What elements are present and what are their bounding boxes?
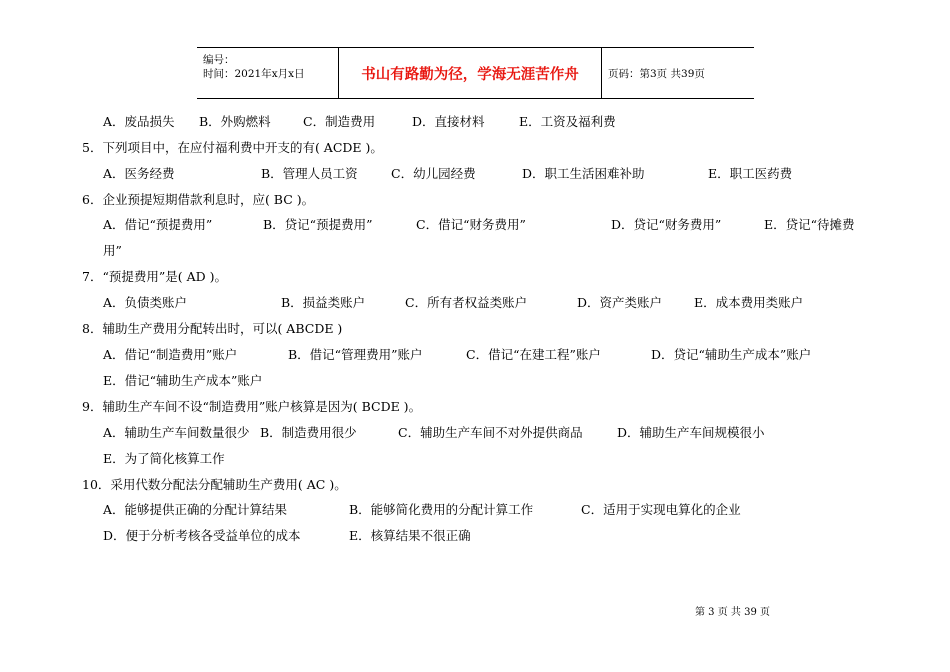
page-header	[197, 47, 754, 99]
option-item: A．辅助生产车间数量很少	[103, 425, 250, 440]
option-item: D．辅助生产车间规模很小	[617, 425, 765, 440]
option-item: E．职工医药费	[708, 166, 793, 181]
option-item: C．制造费用	[303, 114, 376, 129]
option-item: D．职工生活困难补助	[522, 166, 645, 181]
time-label: 时间：2021年x月x日	[203, 68, 305, 80]
motto: 书山有路勤为径，学海无涯苦作舟	[339, 48, 602, 98]
option-item: D．直接材料	[412, 114, 485, 129]
option-item: D．资产类账户	[577, 295, 663, 310]
question-text: 6．企业预提短期借款利息时，应( BC )。	[82, 192, 315, 207]
option-item: E．贷记“待摊费	[764, 217, 855, 232]
number-label: 编号：	[203, 54, 235, 66]
option-item: D．贷记“财务费用”	[611, 217, 722, 232]
question-text: 7．“预提费用”是( AD )。	[82, 269, 227, 284]
option-item: C．幼儿园经费	[391, 166, 476, 181]
option-item: A．负债类账户	[103, 295, 188, 310]
option-item: C．辅助生产车间不对外提供商品	[398, 425, 583, 440]
page-footer: 第 3 页 共 39 页	[695, 607, 770, 618]
page-label: 页码：第3页 共39页	[608, 67, 705, 80]
option-item: A．医务经费	[103, 166, 175, 181]
option-item: E．为了简化核算工作	[103, 451, 225, 466]
option-item: E．借记“辅助生产成本”账户	[103, 373, 263, 388]
option-item: C．借记“财务费用”	[416, 217, 526, 232]
option-item: B．制造费用很少	[260, 425, 357, 440]
option-item: E．工资及福利费	[519, 114, 616, 129]
option-item: E．核算结果不很正确	[349, 528, 471, 543]
option-item: B．管理人员工资	[261, 166, 358, 181]
option-item: A．借记“制造费用”账户	[103, 347, 238, 362]
option-item: B．外购燃料	[199, 114, 271, 129]
question-text: 8．辅助生产费用分配转出时，可以( ABCDE )	[82, 321, 343, 336]
option-item: D．贷记“辅助生产成本”账户	[651, 347, 812, 362]
question-text: 用”	[103, 243, 122, 258]
option-item: A．借记“预提费用”	[103, 217, 213, 232]
question-text: 5．下列项目中，在应付福利费中开支的有( ACDE )。	[82, 140, 383, 155]
option-item: B．贷记“预提费用”	[263, 217, 373, 232]
question-text: 9．辅助生产车间不设“制造费用”账户核算是因为( BCDE )。	[82, 399, 422, 414]
option-item: D．便于分析考核各受益单位的成本	[103, 528, 301, 543]
option-item: E．成本费用类账户	[694, 295, 804, 310]
header-meta-cell	[197, 48, 339, 98]
option-item: A．废品损失	[103, 114, 175, 129]
option-item: B．借记“管理费用”账户	[288, 347, 423, 362]
question-text: 10．采用代数分配法分配辅助生产费用( AC )。	[82, 477, 347, 492]
option-item: B．能够简化费用的分配计算工作	[349, 502, 534, 517]
option-item: C．适用于实现电算化的企业	[581, 502, 741, 517]
option-item: C．借记“在建工程”账户	[466, 347, 601, 362]
option-item: C．所有者权益类账户	[405, 295, 528, 310]
option-item: B．损益类账户	[281, 295, 366, 310]
option-item: A．能够提供正确的分配计算结果	[103, 502, 288, 517]
